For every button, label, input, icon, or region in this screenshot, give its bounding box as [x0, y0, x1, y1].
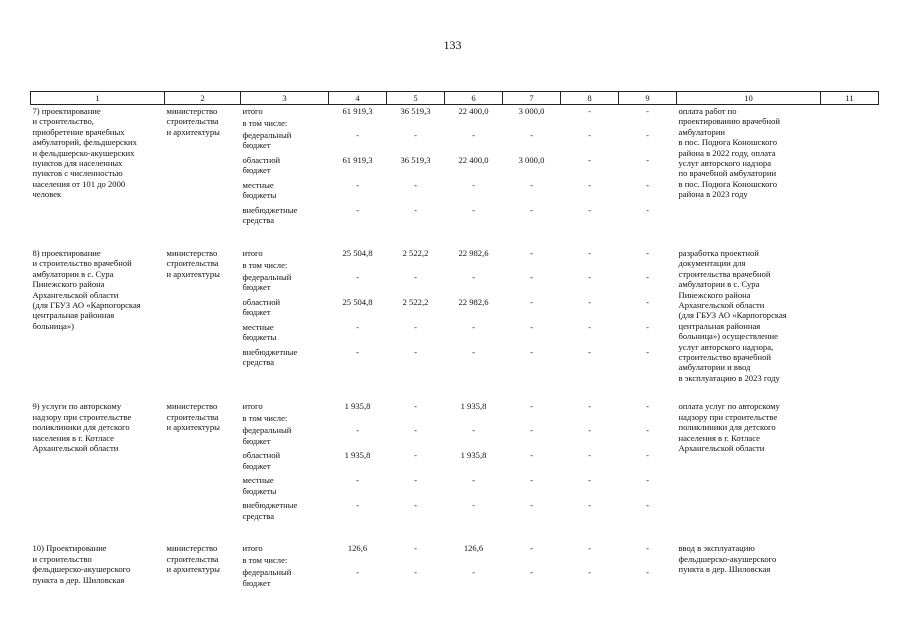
amount-value: 36 519,3: [400, 155, 431, 165]
amount-value: -: [530, 322, 533, 332]
amount-value: 25 504,8: [342, 297, 373, 307]
amount-column-4: [329, 400, 387, 526]
amount-value: [447, 413, 501, 425]
amount-value: -: [472, 180, 475, 190]
amount-value: [563, 260, 617, 272]
column-number: 10: [677, 92, 821, 105]
amount-value: -: [588, 180, 591, 190]
amount-value: -: [414, 567, 417, 578]
amount-value: -: [472, 500, 475, 511]
note-cell: [821, 542, 879, 593]
expected-result-text: ввод в эксплуатацию фельдшерско-акушерского пункта в дер. Шиловская: [678, 543, 777, 575]
amount-value: [331, 118, 385, 130]
amount-value: -: [646, 180, 649, 190]
amount-value: -: [530, 543, 533, 554]
funding-source: местные бюджеты: [242, 322, 277, 343]
amount-value: 2 522,2: [402, 248, 429, 258]
amount-value: -: [356, 130, 359, 140]
amount-value: -: [472, 475, 475, 486]
amount-value: -: [414, 401, 417, 412]
amount-value: 61 919,3: [342, 106, 373, 116]
amount-value: -: [472, 425, 475, 436]
amount-value: -: [414, 500, 417, 511]
funding-source: федеральный бюджет: [242, 567, 292, 588]
page-number: 133: [443, 38, 462, 52]
column-number: 11: [821, 92, 879, 105]
amount-value: 22 982,6: [458, 297, 489, 307]
amount-value: [621, 555, 675, 567]
amount-value: -: [646, 425, 649, 436]
measure-title-text: 9) услуги по авторскому надзору при строительстве поликлиники для детского населения в г. Котласе Архангельской области: [32, 401, 132, 453]
row-spacer-cell: [31, 384, 879, 400]
amount-value: -: [530, 248, 533, 258]
amount-value: 3 000,0: [518, 106, 545, 116]
amount-value: [389, 413, 443, 425]
amount-value: -: [646, 450, 649, 461]
executor-text: министерство строительства и архитектуры: [166, 543, 220, 575]
amount-value: -: [646, 567, 649, 578]
amount-value: [447, 260, 501, 272]
column-number: 6: [445, 92, 503, 105]
amount-value: -: [414, 543, 417, 554]
amount-column-7: [503, 542, 561, 593]
amount-value: 1 935,8: [460, 401, 487, 412]
amount-value: -: [588, 106, 591, 116]
amount-value: -: [530, 347, 533, 357]
funding-source: областной бюджет: [242, 450, 281, 471]
amount-value: -: [530, 500, 533, 511]
expected-result: [677, 400, 821, 526]
amount-value: -: [588, 205, 591, 215]
amount-value: [621, 118, 675, 130]
column-number: 3: [241, 92, 329, 105]
amount-column-7: [503, 400, 561, 526]
amount-value: -: [588, 155, 591, 165]
amount-value: -: [646, 205, 649, 215]
amount-value: -: [646, 543, 649, 554]
amount-value: -: [530, 401, 533, 412]
amount-value: -: [530, 297, 533, 307]
amount-value: 1 935,8: [344, 450, 371, 461]
amount-value: 2 522,2: [402, 297, 429, 307]
amount-column-6: [445, 542, 503, 593]
amount-value: -: [356, 475, 359, 486]
amount-value: -: [646, 322, 649, 332]
amount-value: [505, 118, 559, 130]
amount-value: [563, 555, 617, 567]
funding-sources: [241, 247, 329, 384]
amount-value: -: [588, 248, 591, 258]
column-number-row: [31, 92, 879, 105]
amount-value: 1 935,8: [460, 450, 487, 461]
table-row: [31, 400, 879, 526]
column-number: 4: [329, 92, 387, 105]
funding-source: внебюджетные средства: [242, 500, 298, 521]
amount-value: -: [588, 347, 591, 357]
amount-value: -: [356, 205, 359, 215]
note-cell: [821, 105, 879, 232]
funding-sources: [241, 542, 329, 593]
amount-value: [389, 555, 443, 567]
amount-value: [563, 118, 617, 130]
amount-column-8: [561, 542, 619, 593]
amount-column-4: [329, 105, 387, 232]
amount-value: -: [646, 401, 649, 412]
expected-result-text: оплата услуг по авторскому надзору при строительстве поликлиники для детского населения в г. Котласе Архангельской области: [678, 401, 780, 453]
amount-value: -: [646, 155, 649, 165]
amount-value: -: [356, 272, 359, 282]
amount-value: [621, 260, 675, 272]
amount-value: -: [472, 272, 475, 282]
amount-value: -: [414, 205, 417, 215]
amount-value: -: [530, 205, 533, 215]
amount-value: -: [414, 180, 417, 190]
amount-value: 3 000,0: [518, 155, 545, 165]
measure-title: [31, 542, 165, 593]
funding-source: итого: [242, 106, 263, 116]
amount-value: -: [414, 475, 417, 486]
amount-value: -: [588, 567, 591, 578]
row-spacer-cell: [31, 526, 879, 542]
amount-column-5: [387, 105, 445, 232]
amount-value: -: [588, 272, 591, 282]
amount-value: -: [414, 347, 417, 357]
funding-source: в том числе:: [242, 118, 288, 128]
amount-value: [563, 413, 617, 425]
note-cell: [821, 247, 879, 384]
measure-title: [31, 105, 165, 232]
funding-source: итого: [242, 543, 263, 554]
amount-column-9: [619, 542, 677, 593]
measure-title: [31, 247, 165, 384]
amount-value: 126,6: [463, 543, 484, 554]
amount-value: -: [588, 401, 591, 412]
executor: [165, 400, 241, 526]
amount-value: 22 400,0: [458, 106, 489, 116]
amount-column-7: [503, 247, 561, 384]
row-spacer: [31, 384, 879, 400]
amount-value: [447, 118, 501, 130]
column-number: 2: [165, 92, 241, 105]
amount-value: -: [356, 180, 359, 190]
measure-title-text: 10) Проектирование и строительство фельдшерско-акушерского пункта в дер. Шиловская: [32, 543, 131, 585]
amount-value: -: [646, 297, 649, 307]
amount-value: 22 982,6: [458, 248, 489, 258]
amount-value: -: [414, 322, 417, 332]
column-number: 9: [619, 92, 677, 105]
amount-value: 1 935,8: [344, 401, 371, 412]
amount-value: -: [588, 425, 591, 436]
amount-column-7: [503, 105, 561, 232]
amount-value: -: [646, 248, 649, 258]
table-row: [31, 105, 879, 232]
amount-value: [505, 260, 559, 272]
amount-value: -: [588, 500, 591, 511]
amount-value: -: [588, 322, 591, 332]
funding-source: внебюджетные средства: [242, 205, 298, 226]
amount-value: [505, 413, 559, 425]
funding-source: федеральный бюджет: [242, 425, 292, 446]
funding-sources: [241, 105, 329, 232]
amount-column-5: [387, 400, 445, 526]
expected-result-text: оплата работ по проектированию врачебной амбулатории в пос. Подюга Коношского района в 2022 году, оплата услуг авторского надзора по врачебной амбулатории в пос. Подюга Коношского района в 2023 году: [678, 106, 780, 200]
amount-value: -: [646, 130, 649, 140]
expected-result: [677, 247, 821, 384]
column-number: 5: [387, 92, 445, 105]
measure-title-text: 7) проектирование и строительство, приобретение врачебных амбулаторий, фельдшерских и фельдшерско-акушерских пунктов для населенных пунктов с численностью населения от 101 до 2000 человек: [32, 106, 137, 200]
amount-column-6: [445, 400, 503, 526]
amount-value: -: [530, 475, 533, 486]
amount-value: -: [530, 450, 533, 461]
column-number: 8: [561, 92, 619, 105]
amount-column-5: [387, 542, 445, 593]
amount-value: -: [588, 543, 591, 554]
funding-source: федеральный бюджет: [242, 272, 292, 293]
executor-text: министерство строительства и архитектуры: [166, 106, 220, 137]
amount-value: -: [588, 297, 591, 307]
amount-value: -: [414, 130, 417, 140]
amount-value: -: [414, 425, 417, 436]
funding-source: областной бюджет: [242, 155, 281, 176]
amount-value: -: [356, 347, 359, 357]
row-spacer: [31, 526, 879, 542]
amount-value: [505, 555, 559, 567]
expected-result: [677, 542, 821, 593]
amount-value: -: [356, 322, 359, 332]
column-number: 1: [31, 92, 165, 105]
funding-sources: [241, 400, 329, 526]
amount-value: -: [472, 347, 475, 357]
amount-column-9: [619, 400, 677, 526]
amount-value: -: [646, 475, 649, 486]
amount-value: -: [472, 205, 475, 215]
amount-column-4: [329, 542, 387, 593]
amount-column-8: [561, 247, 619, 384]
amount-value: -: [356, 425, 359, 436]
executor: [165, 542, 241, 593]
funding-source: местные бюджеты: [242, 475, 277, 496]
amount-value: -: [646, 347, 649, 357]
executor: [165, 105, 241, 232]
program-table: [30, 91, 879, 593]
amount-value: [331, 413, 385, 425]
amount-value: -: [530, 130, 533, 140]
note-cell: [821, 400, 879, 526]
amount-value: 126,6: [347, 543, 368, 554]
amount-column-6: [445, 105, 503, 232]
amount-value: [331, 260, 385, 272]
table-row: [31, 542, 879, 593]
funding-source: в том числе:: [242, 260, 288, 270]
expected-result-text: разработка проектной документации для строительства врачебной амбулатории в с. Сура Пинежского района Архангельской области (для ГБУЗ АО «Карпогорская центральная районная больница») осуществление услуг авторского надзора, строительство врачебной амбулатории и ввод в эксплуатацию в 2023 году: [678, 248, 787, 383]
expected-result: [677, 105, 821, 232]
amount-value: -: [356, 567, 359, 578]
funding-source: в том числе:: [242, 555, 288, 566]
amount-value: 22 400,0: [458, 155, 489, 165]
funding-source: областной бюджет: [242, 297, 281, 318]
amount-value: [621, 413, 675, 425]
measure-title-text: 8) проектирование и строительство врачебной амбулатории в с. Сура Пинежского района Архангельской области (для ГБУЗ АО «Карпогорская центральная районная больница»): [32, 248, 141, 331]
row-spacer: [31, 231, 879, 247]
executor-text: министерство строительства и архитектуры: [166, 401, 220, 433]
amount-value: -: [472, 567, 475, 578]
amount-value: -: [530, 180, 533, 190]
amount-value: -: [530, 567, 533, 578]
amount-column-9: [619, 105, 677, 232]
amount-value: -: [356, 500, 359, 511]
amount-value: -: [646, 500, 649, 511]
amount-column-6: [445, 247, 503, 384]
amount-value: -: [588, 475, 591, 486]
amount-value: [331, 555, 385, 567]
amount-value: -: [414, 450, 417, 461]
amount-value: -: [588, 450, 591, 461]
amount-value: 25 504,8: [342, 248, 373, 258]
executor: [165, 247, 241, 384]
amount-column-4: [329, 247, 387, 384]
amount-value: -: [588, 130, 591, 140]
amount-value: 61 919,3: [342, 155, 373, 165]
funding-source: итого: [242, 248, 263, 258]
amount-column-5: [387, 247, 445, 384]
amount-value: -: [530, 425, 533, 436]
funding-source: итого: [242, 401, 263, 412]
amount-value: -: [646, 106, 649, 116]
funding-source: федеральный бюджет: [242, 130, 292, 151]
table-row: [31, 247, 879, 384]
executor-text: министерство строительства и архитектуры: [166, 248, 220, 279]
amount-value: -: [472, 130, 475, 140]
amount-column-9: [619, 247, 677, 384]
amount-value: -: [472, 322, 475, 332]
amount-value: [389, 260, 443, 272]
funding-source: местные бюджеты: [242, 180, 277, 201]
amount-value: -: [646, 272, 649, 282]
amount-column-8: [561, 105, 619, 232]
column-number: 7: [503, 92, 561, 105]
funding-source: внебюджетные средства: [242, 347, 298, 368]
row-spacer-cell: [31, 231, 879, 247]
measure-title: [31, 400, 165, 526]
amount-column-8: [561, 400, 619, 526]
amount-value: -: [414, 272, 417, 282]
amount-value: 36 519,3: [400, 106, 431, 116]
amount-value: -: [530, 272, 533, 282]
funding-source: в том числе:: [242, 413, 288, 424]
amount-value: [389, 118, 443, 130]
amount-value: [447, 555, 501, 567]
